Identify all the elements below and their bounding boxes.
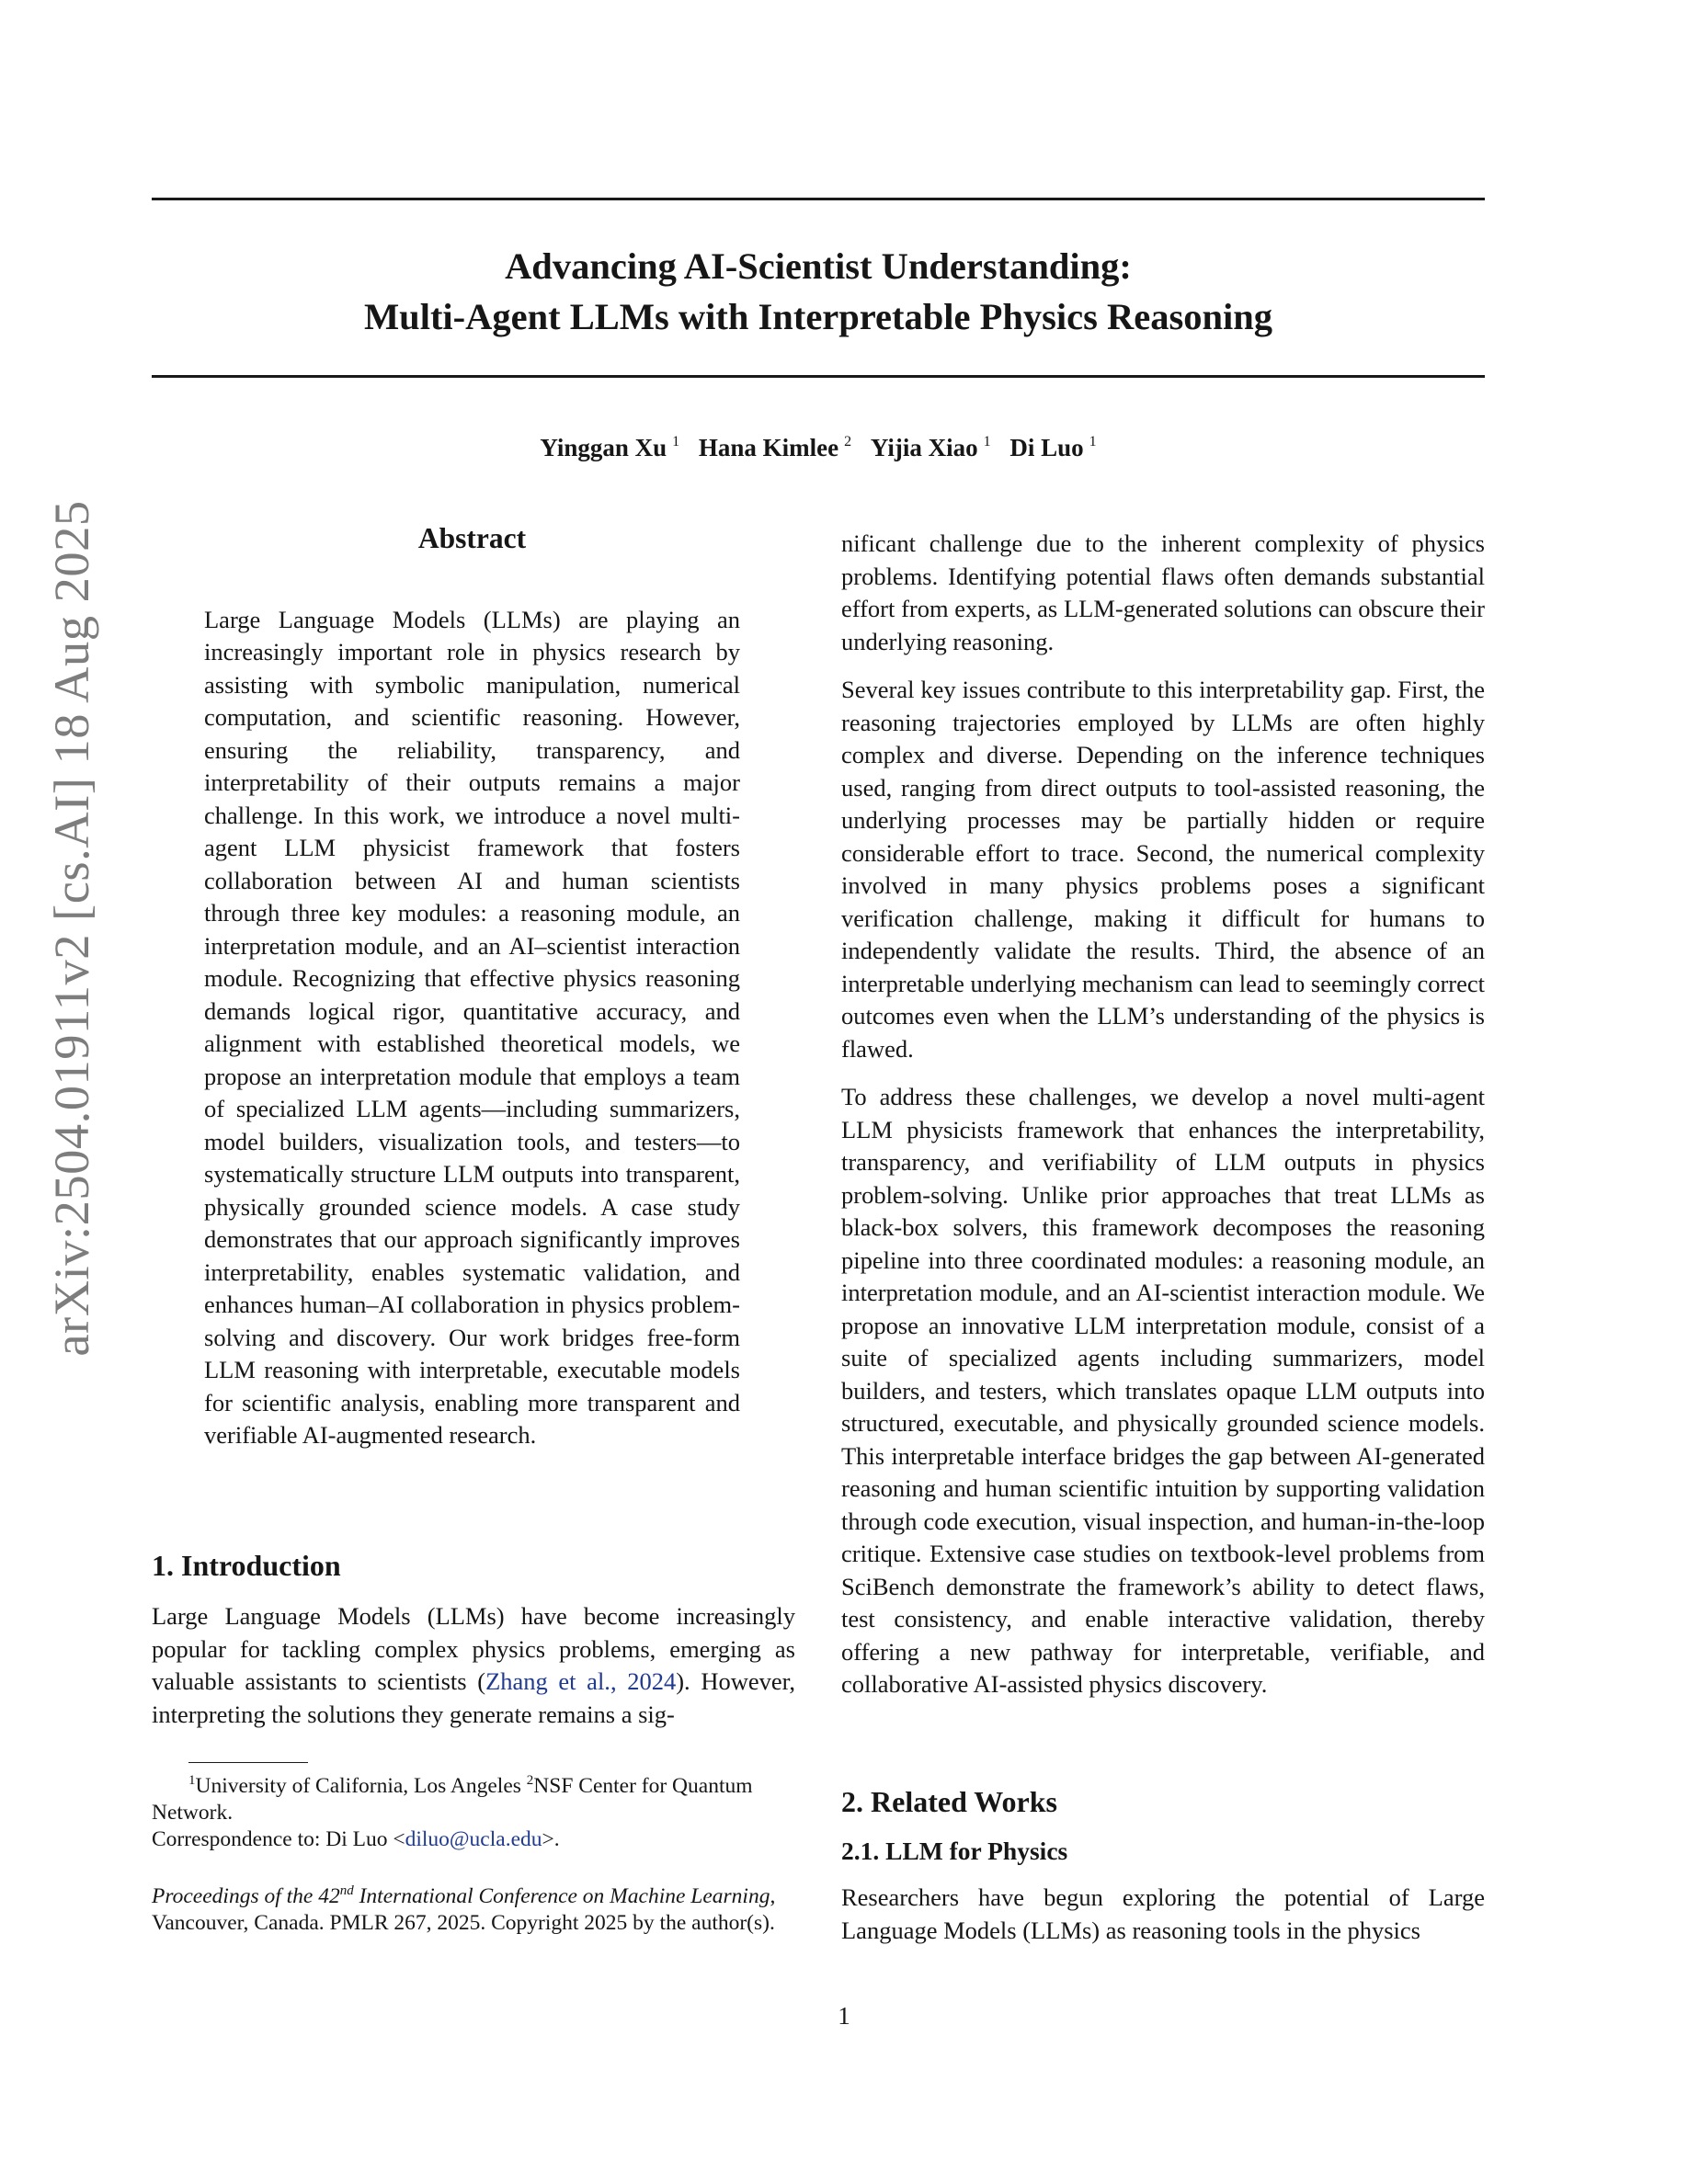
author-list <box>152 434 1485 462</box>
related-works-section <box>841 1783 1485 1947</box>
page-number: 1 <box>838 2002 850 2030</box>
citation-year: 2024 <box>627 1667 677 1695</box>
author-name: Yinggan Xu <box>540 434 667 461</box>
correspondence <box>152 1826 795 1853</box>
ordinal-suffix: nd <box>339 1883 354 1898</box>
citation-link[interactable] <box>485 1667 676 1695</box>
section-heading: 1. Introduction <box>152 1549 341 1582</box>
abstract-text: Large Language Models (LLMs) are playing an increasingly important role in physics research by assisting with symbolic manipulation, numerical computation, and scientific reasoning. However, ensuring the reliability, transparency, and interpretability of their outputs remains a major challenge. In this work, we introduce a novel multi-agent LLM physicist framework that fosters collaboration between AI and human scientists through three key modules: a reasoning module, an interpretation module, and an AI–scientist interaction module. Recognizing that effective physics reasoning demands logical rigor, quantitative accuracy, and alignment with established theoretical models, we propose an interpretation module that employs a team of specialized LLM agents—including summarizers, model builders, visualization tools, and testers—to systematically structure LLM outputs into transparent, physically grounded science models. A case study demonstrates that our approach significantly improves interpretability, enables systematic validation, and enhances human–AI collaboration in physics problem-solving and discovery. Our work bridges free-form LLM reasoning with interpretable, executable models for scientific analysis, enabling more transparent and verifiable AI-augmented research. <box>204 605 740 1449</box>
affiliation-1: University of California, Los Angeles <box>195 1774 527 1798</box>
author-affiliation: 1 <box>1089 434 1097 449</box>
conference-name: International Conference on Machine Learning <box>353 1884 770 1908</box>
intro-paragraph-1-cont: nificant challenge due to the inherent complexity of physics problems. Identifying potential flaws often demands substantial effort from experts, as LLM-generated solutions can obscure their underlying reasoning. <box>841 529 1485 655</box>
proceedings-note <box>152 1878 795 1937</box>
author <box>699 434 851 461</box>
author <box>540 434 679 461</box>
correspondence-label: Correspondence to: Di Luo < <box>152 1827 405 1851</box>
title-rule-top <box>152 198 1485 200</box>
citation-separator: , <box>610 1667 628 1695</box>
paper-title <box>152 241 1485 342</box>
aff-marker: 2 <box>526 1773 534 1788</box>
section-heading: 2. Related Works <box>841 1785 1057 1818</box>
intro-text: Large Language Models (LLMs) have become increasingly popular for tackling complex physics problems, emerging as valuable assistants to scientists ( <box>152 1602 795 1695</box>
author-name: Di Luo <box>1009 434 1084 461</box>
footnote-rule <box>188 1762 308 1763</box>
author-affiliation: 1 <box>672 434 680 449</box>
title-line-1: Advancing AI-Scientist Understanding: <box>505 245 1132 287</box>
related-paragraph-1: Researchers have begun exploring the potential of Large Language Models (LLMs) as reasoning tools in the physics <box>841 1883 1485 1944</box>
title-rule-bottom <box>152 375 1485 378</box>
subsection-heading: 2.1. LLM for Physics <box>841 1837 1068 1865</box>
arxiv-identifier: arXiv:2504.01911v2 [cs.AI] 18 Aug 2025 <box>43 500 99 1357</box>
author-affiliation: 2 <box>844 434 852 449</box>
introduction-section <box>152 1547 795 1731</box>
title-line-2: Multi-Agent LLMs with Interpretable Physics Reasoning <box>363 296 1273 337</box>
author <box>871 434 991 461</box>
affiliation-2: NSF Center for Quantum Network. <box>152 1774 753 1825</box>
aff-marker: 1 <box>188 1773 196 1788</box>
intro-paragraph-3: To address these challenges, we develop a novel multi-agent LLM physicists framework that enhances the interpretability, transparency, and verifiability of LLM outputs in physics problem-solving. Unlike prior approaches that treat LLMs as black-box solvers, this framework decomposes the reasoning pipeline into three coordinated modules: a reasoning module, an interpretation module, and an AI-scientist interaction module. We propose an innovative LLM interpretation module, consist of a suite of specialized agents including summarizers, model builders, and testers, which translates opaque LLM outputs into structured, executable, and physically grounded science models. This interpretable interface bridges the gap between AI-generated reasoning and human scientific intuition by supporting validation through code execution, visual inspection, and human-in-the-loop critique. Extensive case studies on textbook-level problems from SciBench demonstrate the framework’s ability to detect flaws, test consistency, and enable interactive validation, thereby offering a new pathway for interpretable, verifiable, and collaborative AI-assisted physics discovery. <box>841 1083 1485 1698</box>
author-name: Hana Kimlee <box>698 434 839 461</box>
conference-number: 42 <box>318 1884 340 1908</box>
email-link[interactable]: diluo@ucla.edu <box>405 1827 542 1851</box>
intro-paragraph-1 <box>152 1600 795 1731</box>
intro-paragraph-2: Several key issues contribute to this interpretability gap. First, the reasoning trajectories employed by LLMs are often highly complex and diverse. Depending on the inference techniques used, ranging from direct outputs to tool-assisted reasoning, the underlying processes may be partially hidden or require considerable effort to trace. Second, the numerical complexity involved in many physics problems poses a significant verification challenge, making it difficult for humans to independently validate the results. Third, the absence of an interpretable underlying mechanism can lead to seemingly correct outcomes even when the LLM’s understanding of the physics is flawed. <box>841 676 1485 1063</box>
citation-author: Zhang et al. <box>485 1667 610 1695</box>
footnote <box>152 1768 795 1853</box>
correspondence-suffix: >. <box>542 1827 560 1851</box>
author-affiliation: 1 <box>983 434 991 449</box>
proceedings-text: Proceedings of the <box>152 1884 319 1908</box>
affiliations <box>152 1768 795 1826</box>
right-column <box>841 528 1485 1701</box>
author-name: Yijia Xiao <box>870 434 978 461</box>
intro-text: ). However, interpreting the solutions they generate remains a sig- <box>152 1667 796 1728</box>
proceedings-details: , Vancouver, Canada. PMLR 267, 2025. Copyright 2025 by the author(s). <box>152 1884 776 1935</box>
author <box>1009 434 1096 461</box>
abstract-heading: Abstract <box>417 522 527 554</box>
